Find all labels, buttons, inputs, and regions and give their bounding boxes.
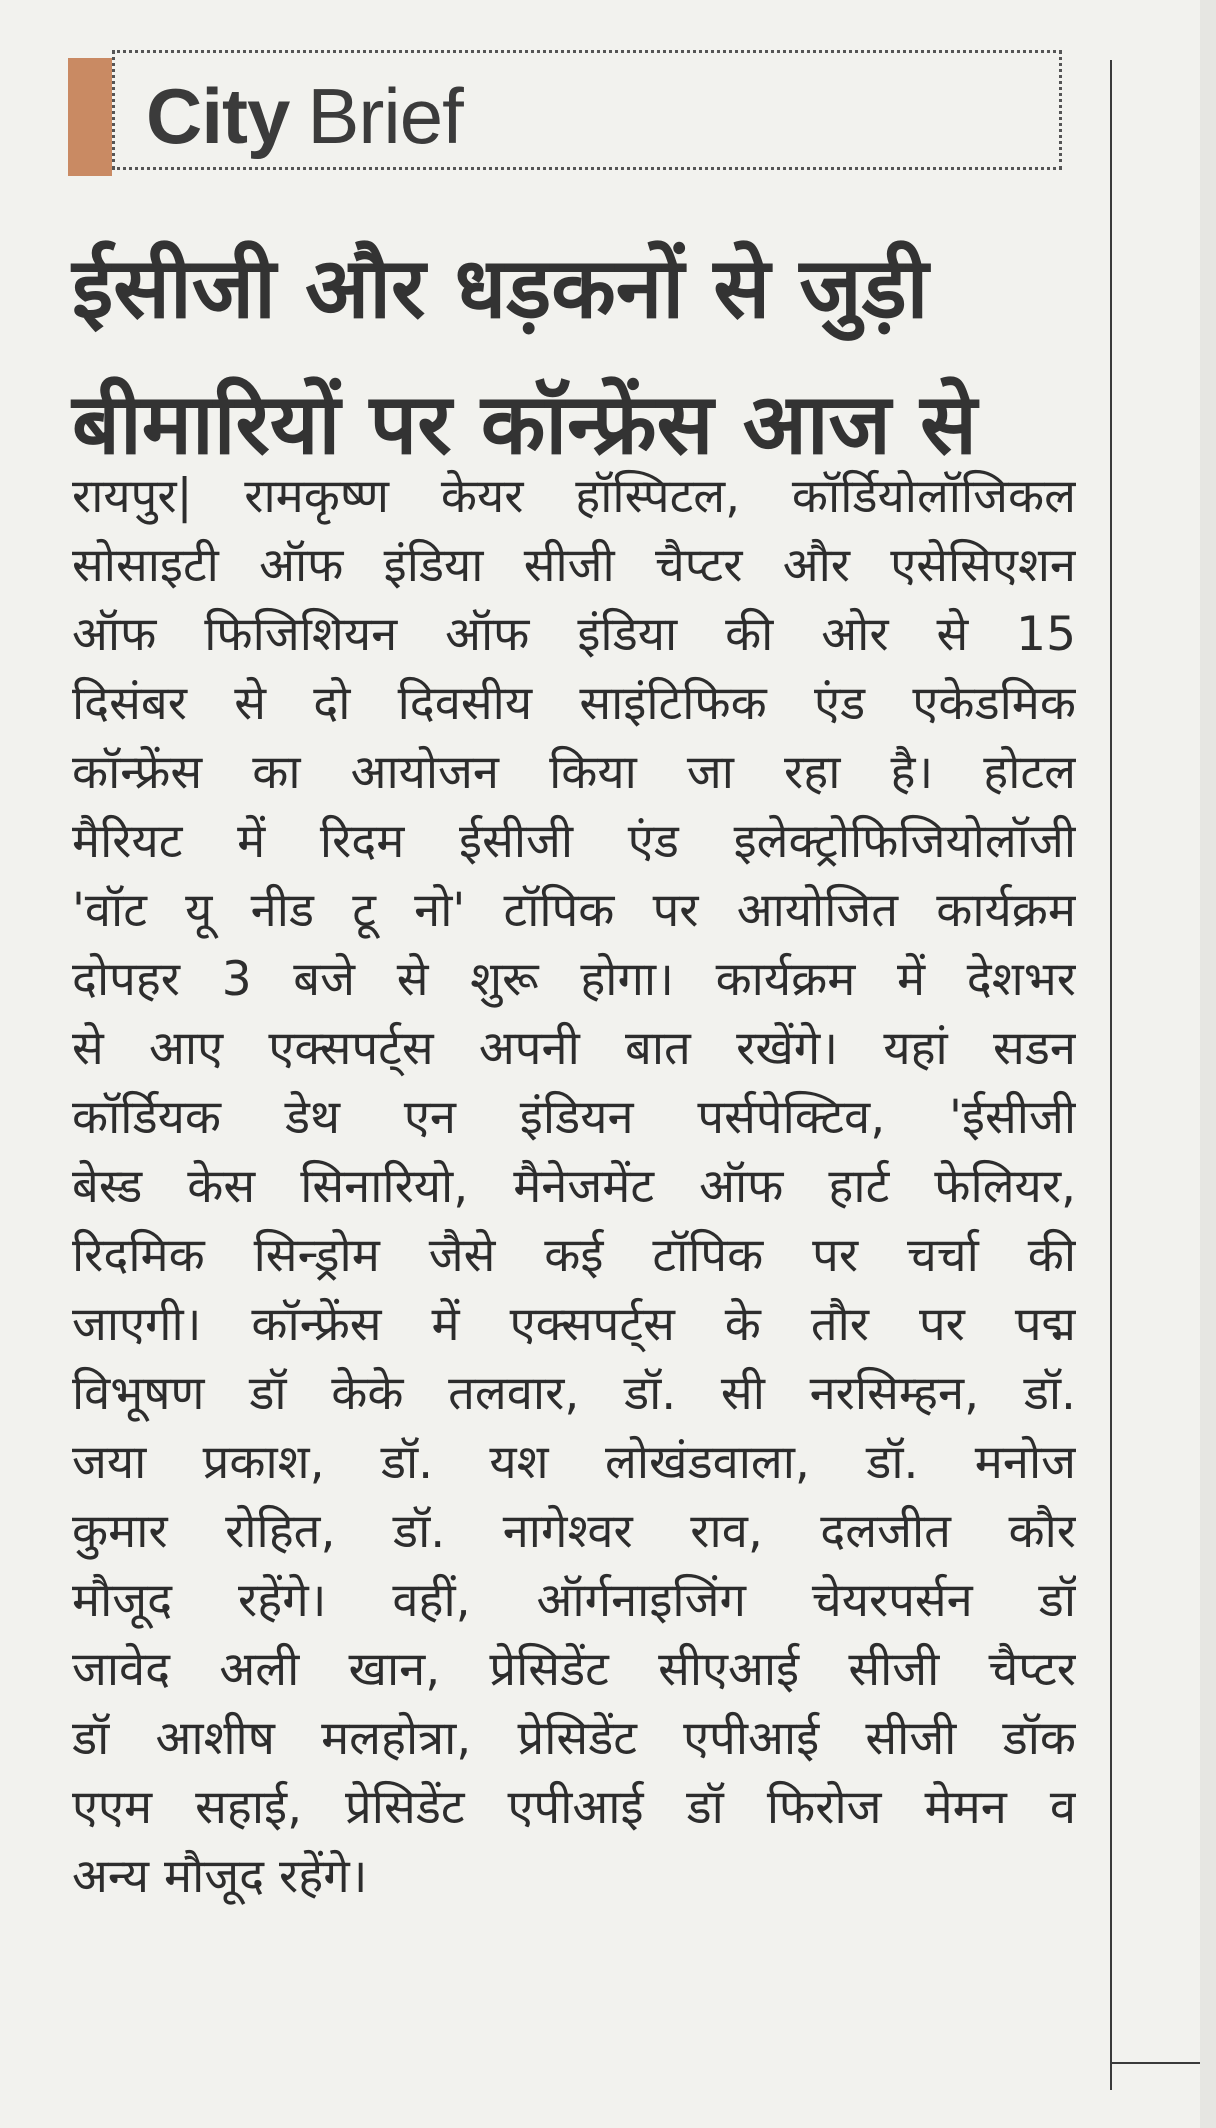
section-accent-bar	[68, 58, 112, 176]
section-title-city: City	[146, 71, 290, 160]
body-line: ऑफ फिजिशियन ऑफ इंडिया की ओर से 15	[72, 607, 1076, 662]
body-line: कॉन्फ्रेंस का आयोजन किया जा रहा है। होटल	[72, 745, 1076, 800]
body-line: रायपुर| रामकृष्ण केयर हॉस्पिटल, कॉर्डियोलॉजिकल	[72, 469, 1076, 524]
paper-fold-shadow	[1200, 0, 1216, 2128]
body-line: जया प्रकाश, डॉ. यश लोखंडवाला, डॉ. मनोज	[72, 1435, 1076, 1490]
body-line: मैरियट में रिदम ईसीजी एंड इलेक्ट्रोफिजियोलॉजी	[72, 814, 1076, 869]
body-line: से आए एक्सपर्ट्स अपनी बात रखेंगे। यहां सडन	[72, 1021, 1076, 1076]
body-line: रिदमिक सिन्ड्रोम जैसे कई टॉपिक पर चर्चा की	[72, 1228, 1076, 1283]
body-line: सोसाइटी ऑफ इंडिया सीजी चैप्टर और एसेसिएशन	[72, 538, 1076, 593]
body-line: एएम सहाई, प्रेसिडेंट एपीआई डॉ फिरोज मेमन व	[72, 1780, 1076, 1835]
body-line: बेस्ड केस सिनारियो, मैनेजमेंट ऑफ हार्ट फेलियर,	[72, 1159, 1076, 1214]
body-line: डॉ आशीष मलहोत्रा, प्रेसिडेंट एपीआई सीजी डॉक	[72, 1711, 1076, 1766]
section-title	[146, 56, 463, 176]
body-line: विभूषण डॉ केके तलवार, डॉ. सी नरसिम्हन, डॉ.	[72, 1366, 1076, 1421]
article-headline	[72, 220, 1072, 492]
headline-line-2: बीमारियों पर कॉन्फ्रेंस आज से	[72, 375, 977, 473]
column-rule	[1110, 60, 1112, 2090]
corner-rule	[1110, 2062, 1200, 2064]
body-line: 'वॉट यू नीड टू नो' टॉपिक पर आयोजित कार्यक्रम	[72, 883, 1076, 938]
body-line: कुमार रोहित, डॉ. नागेश्वर राव, दलजीत कौर	[72, 1504, 1076, 1559]
headline-line-1: ईसीजी और धड़कनों से जुड़ी	[72, 239, 929, 337]
article-body	[72, 462, 1076, 1911]
body-line: अन्य मौजूद रहेंगे।	[72, 1849, 368, 1904]
body-line: मौजूद रहेंगे। वहीं, ऑर्गनाइजिंग चेयरपर्सन डॉ	[72, 1573, 1076, 1628]
body-line: जाएगी। कॉन्फ्रेंस में एक्सपर्ट्स के तौर पर पद्म	[72, 1297, 1076, 1352]
body-line: दोपहर 3 बजे से शुरू होगा। कार्यक्रम में देशभर	[72, 952, 1076, 1007]
body-line: कॉर्डियक डेथ एन इंडियन पर्सपेक्टिव, 'ईसीजी	[72, 1090, 1076, 1145]
body-line: जावेद अली खान, प्रेसिडेंट सीएआई सीजी चैप्टर	[72, 1642, 1076, 1697]
body-line: दिसंबर से दो दिवसीय साइंटिफिक एंड एकेडमिक	[72, 676, 1076, 731]
section-title-brief: Brief	[307, 71, 463, 160]
